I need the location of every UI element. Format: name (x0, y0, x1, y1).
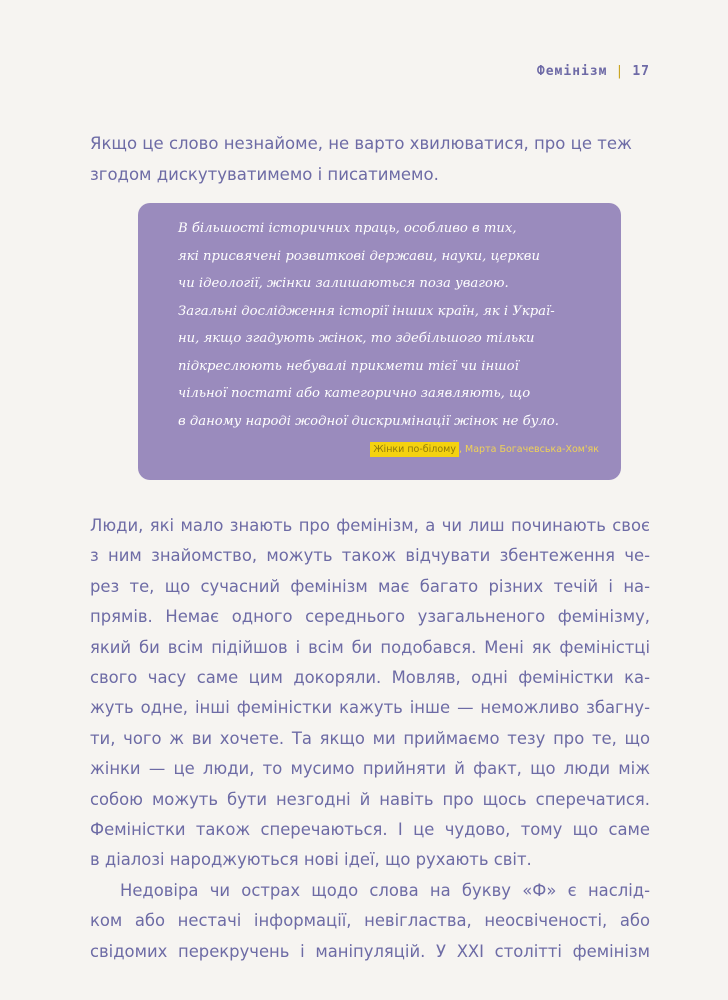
quote-attribution: Жінки по-білому , Марта Богачевська-Хом'як (370, 444, 599, 455)
quote-line: ни, якщо згадують жінок, то здебільшого тільки (178, 331, 535, 346)
page-number: 17 (632, 64, 650, 79)
quote-line: чільної постаті або категорично заявляють, що (178, 386, 531, 401)
body-line: собою можуть бути незгодні й навіть про щось сперечатися. (90, 789, 650, 809)
body-line: рез те, що сучасний фемінізм має багато різних течій і на- (90, 576, 650, 596)
quote-line: в даному народі жодної дискримінації жінок не було. (178, 413, 559, 429)
body-line: свого часу саме цим докоряли. Мовляв, одні феміністки ка- (90, 668, 650, 688)
body-line: Недовіра чи острах щодо слова на букву «Ф» є наслід- (120, 880, 650, 900)
header-separator: | (615, 64, 625, 79)
body-line: Люди, які мало знають про фемінізм, а чи лиш починають своє (90, 516, 650, 535)
quote-line: які присвячені розвиткові держави, науки, церкви (178, 248, 540, 264)
intro-paragraph (90, 128, 650, 190)
quote-source: Жінки по-білому (370, 442, 459, 457)
body-text (90, 511, 650, 967)
quote-line: підкреслюють небувалі прикмети тієї чи іншої (178, 358, 519, 374)
body-line: ти, чого ж ви хочете. Та якщо ми приймаємо тезу про те, що (90, 728, 650, 748)
running-head (537, 64, 650, 79)
quote-box (138, 203, 621, 480)
body-line: який би всім підійшов і всім би подобався. Мені як феміністці (90, 637, 650, 657)
intro-line: Якщо це слово незнайоме, не варто хвилюватися, про це теж (90, 134, 632, 153)
quote-text (178, 215, 597, 435)
body-line: в діалозі народжуються нові ідеї, що рухають світ. (90, 850, 532, 870)
quote-line: чи ідеології, жінки залишаються поза увагою. (178, 276, 509, 291)
body-line: жуть одне, інші феміністки кажуть інше — неможливо збагну- (90, 698, 650, 718)
intro-line: згодом дискутуватимемо і писатимемо. (90, 165, 439, 184)
body-line: з ним знайомство, можуть також відчувати збентеження че- (90, 546, 650, 566)
body-line: ком або нестачі інформації, невігластва, неосвіченості, або (90, 911, 650, 931)
quote-line: В більшості історичних праць, особливо в тих, (178, 221, 517, 236)
body-line: прямів. Немає одного середнього узагальненого фемінізму, (90, 607, 650, 627)
section-title: Фемінізм (536, 64, 608, 79)
body-line: Феміністки також сперечаються. І це чудово, тому що саме (90, 820, 650, 840)
body-line: жінки — це люди, то мусимо прийняти й факт, що люди між (90, 759, 650, 779)
quote-line: Загальні дослідження історії інших країн, як і Украї- (178, 303, 555, 319)
quote-author: Марта Богачевська-Хом'як (465, 444, 599, 455)
body-line: свідомих перекручень і маніпуляцій. У XXI столітті фемінізм (90, 941, 650, 961)
